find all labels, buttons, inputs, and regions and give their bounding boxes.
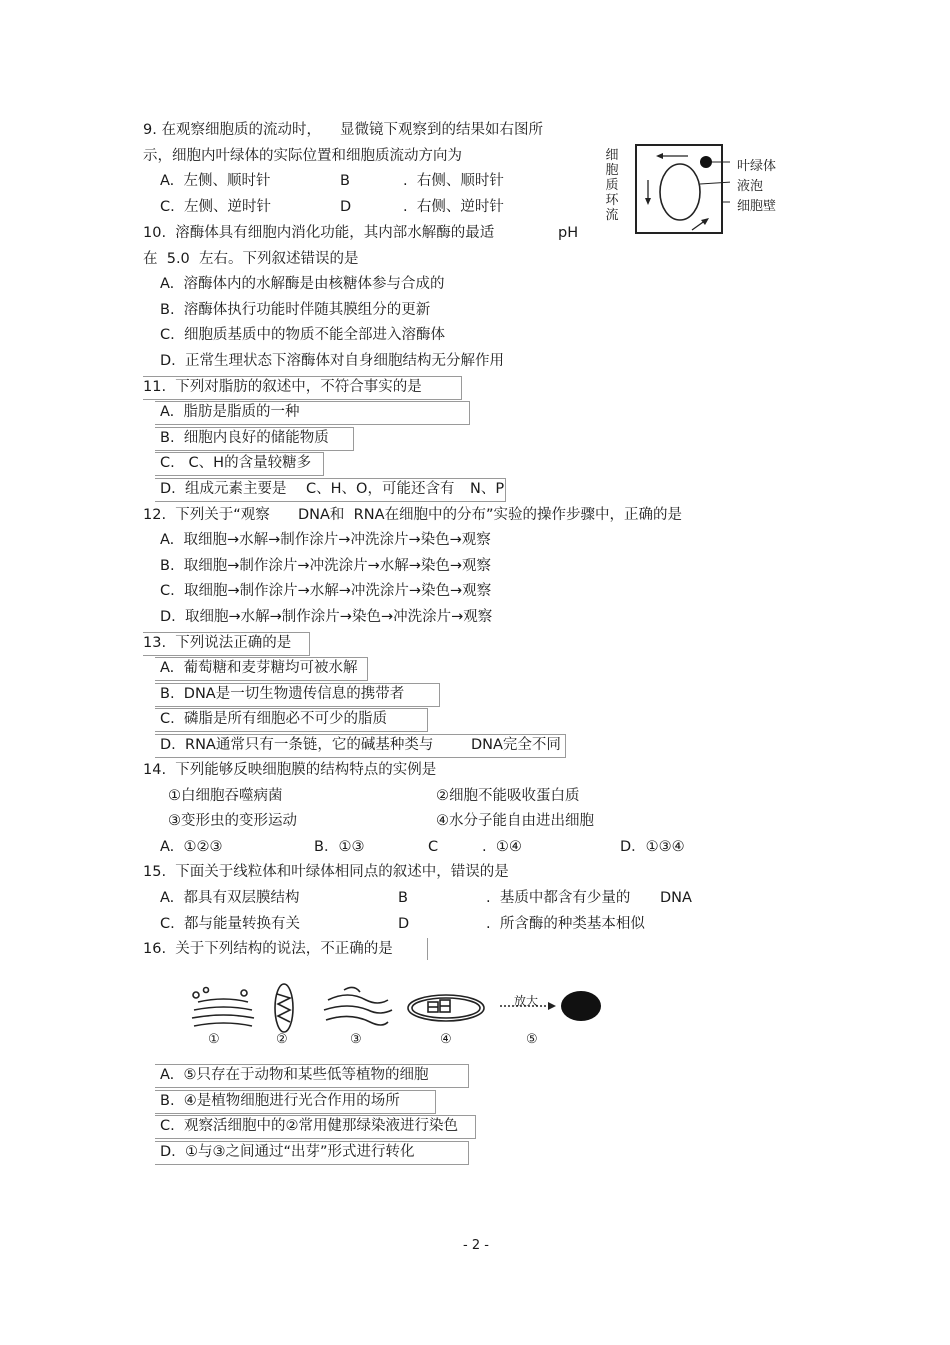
q15-option-d-key: D [398,916,410,932]
q16-option-b: B. ④是植物细胞进行光合作用的场所 [160,1093,400,1109]
q11-option-d-part1: D. 组成元素主要是 [160,481,287,497]
chloroplast-label: 叶绿体 [737,159,777,174]
q13-option-d-part2: DNA完全不同 [471,737,561,753]
vacuole-label: 液泡 [737,179,764,194]
q10-option-d: D. 正常生理状态下溶酶体对自身细胞结构无分解作用 [160,353,504,369]
q16-stem-rule [427,938,428,960]
q12-stem-part2: DNA和 RNA在细胞中的分布”实验的操作步骤中，正确的是 [298,507,683,523]
q10-option-c: C. 细胞质基质中的物质不能全部进入溶酶体 [160,327,445,343]
cell-wall-label: 细胞壁 [737,199,777,214]
q12-option-a: A. 取细胞→水解→制作涂片→冲洗涂片→染色→观察 [160,532,491,548]
cell-microscope-figure [630,140,730,238]
q15-option-d: . 所含酶的种类基本相似 [486,916,645,932]
q14-option-b: B．①③ [314,839,365,855]
q11-option-d-part3: N、P [470,481,505,497]
figure-number-5: ⑤ [526,1032,538,1047]
vacuole-shape [660,164,700,220]
figure-number-2: ② [276,1032,288,1047]
q15-stem: 15. 下面关于线粒体和叶绿体相同点的叙述中，错误的是 [143,864,509,880]
organelle-figure [188,980,608,1050]
q13-option-c: C. 磷脂是所有细胞必不可少的脂质 [160,711,387,727]
golgi-apparatus-icon [192,988,254,1027]
q12-option-b: B. 取细胞→制作涂片→冲洗涂片→水解→染色→观察 [160,558,492,574]
q14-item-3: ③变形虫的变形运动 [168,813,297,829]
q10-option-b: B. 溶酶体执行功能时伴随其膜组分的更新 [160,302,431,318]
q16-stem: 16. 关于下列结构的说法，不正确的是 [143,941,393,957]
q12-stem-part1: 12. 下列关于“观察 [143,507,270,523]
q14-option-c: . ①④ [482,839,522,855]
page-number: - 2 - [463,1238,489,1253]
q11-stem: 11. 下列对脂肪的叙述中，不符合事实的是 [143,379,422,395]
q11-option-c: C. C、H的含量较糖多 [160,455,312,471]
figure-number-1: ① [208,1032,220,1047]
q9-option-d: . 右侧、逆时针 [403,199,504,215]
q9-option-d-key: D [340,199,352,215]
q15-option-b-part2: DNA [660,890,692,906]
q13-option-d-part1: D. RNA通常只有一条链，它的碱基种类与 [160,737,434,753]
q9-option-c: C. 左侧、逆时针 [160,199,271,215]
q12-option-c: C. 取细胞→制作涂片→水解→冲洗涂片→染色→观察 [160,583,492,599]
q10-stem-line2: 在 5.0 左右。下列叙述错误的是 [143,251,359,267]
cytoplasm-streaming-label: 细胞质环流 [605,148,619,223]
enlarge-label: 放大 [514,994,539,1008]
q10-option-a: A. 溶酶体内的水解酶是由核糖体参与合成的 [160,276,445,292]
chloroplast-icon [408,995,484,1021]
q9-stem-line2: 示，细胞内叶绿体的实际位置和细胞质流动方向为 [143,148,462,164]
q14-item-4: ④水分子能自由进出细胞 [436,813,594,829]
q13-option-a: A. 葡萄糖和麦芽糖均可被水解 [160,660,358,676]
q9-stem-part1: 9. 在观察细胞质的流动时， [143,122,321,138]
q16-option-a: A. ⑤只存在于动物和某些低等植物的细胞 [160,1067,429,1083]
figure-number-4: ④ [440,1032,452,1047]
q11-option-d-part2: C、H、O，可能还含有 [306,481,455,497]
q9-option-b: . 右侧、顺时针 [403,173,504,189]
q10-stem-ph: pH [558,225,579,241]
q14-option-d: D．①③④ [620,839,685,855]
q13-option-b: B. DNA是一切生物遗传信息的携带者 [160,686,405,702]
q9-option-a: A. 左侧、顺时针 [160,173,271,189]
q14-item-1: ①白细胞吞噬病菌 [168,788,283,804]
q16-option-d: D. ①与③之间通过“出芽”形式进行转化 [160,1144,415,1160]
mitochondrion-icon [275,984,293,1032]
q11-option-b: B. 细胞内良好的储能物质 [160,430,329,446]
endoplasmic-reticulum-icon [324,987,392,1025]
q14-option-a: A. ①②③ [160,839,223,855]
q9-stem-part2: 显微镜下观察到的结果如右图所 [340,122,543,138]
figure-number-3: ③ [350,1032,362,1047]
q10-stem-part1: 10. 溶酶体具有细胞内消化功能，其内部水解酶的最适 [143,225,495,241]
q14-option-c-key: C [428,839,439,855]
q15-option-b-part1: . 基质中都含有少量的 [486,890,631,906]
chloroplast-dot [700,156,712,168]
q11-option-a: A. 脂肪是脂质的一种 [160,404,300,420]
q9-option-b-key: B [340,173,350,189]
q15-option-b-key: B [398,890,408,906]
q13-stem: 13. 下列说法正确的是 [143,635,292,651]
q14-stem: 14. 下列能够反映细胞膜的结构特点的实例是 [143,762,437,778]
q12-option-d: D. 取细胞→水解→制作涂片→染色→冲洗涂片→观察 [160,609,493,625]
q15-option-c: C. 都与能量转换有关 [160,916,300,932]
q15-option-a: A. 都具有双层膜结构 [160,890,300,906]
centrosome-icon [561,991,601,1021]
q14-item-2: ②细胞不能吸收蛋白质 [436,788,580,804]
q16-option-c: C. 观察活细胞中的②常用健那绿染液进行染色 [160,1118,458,1134]
